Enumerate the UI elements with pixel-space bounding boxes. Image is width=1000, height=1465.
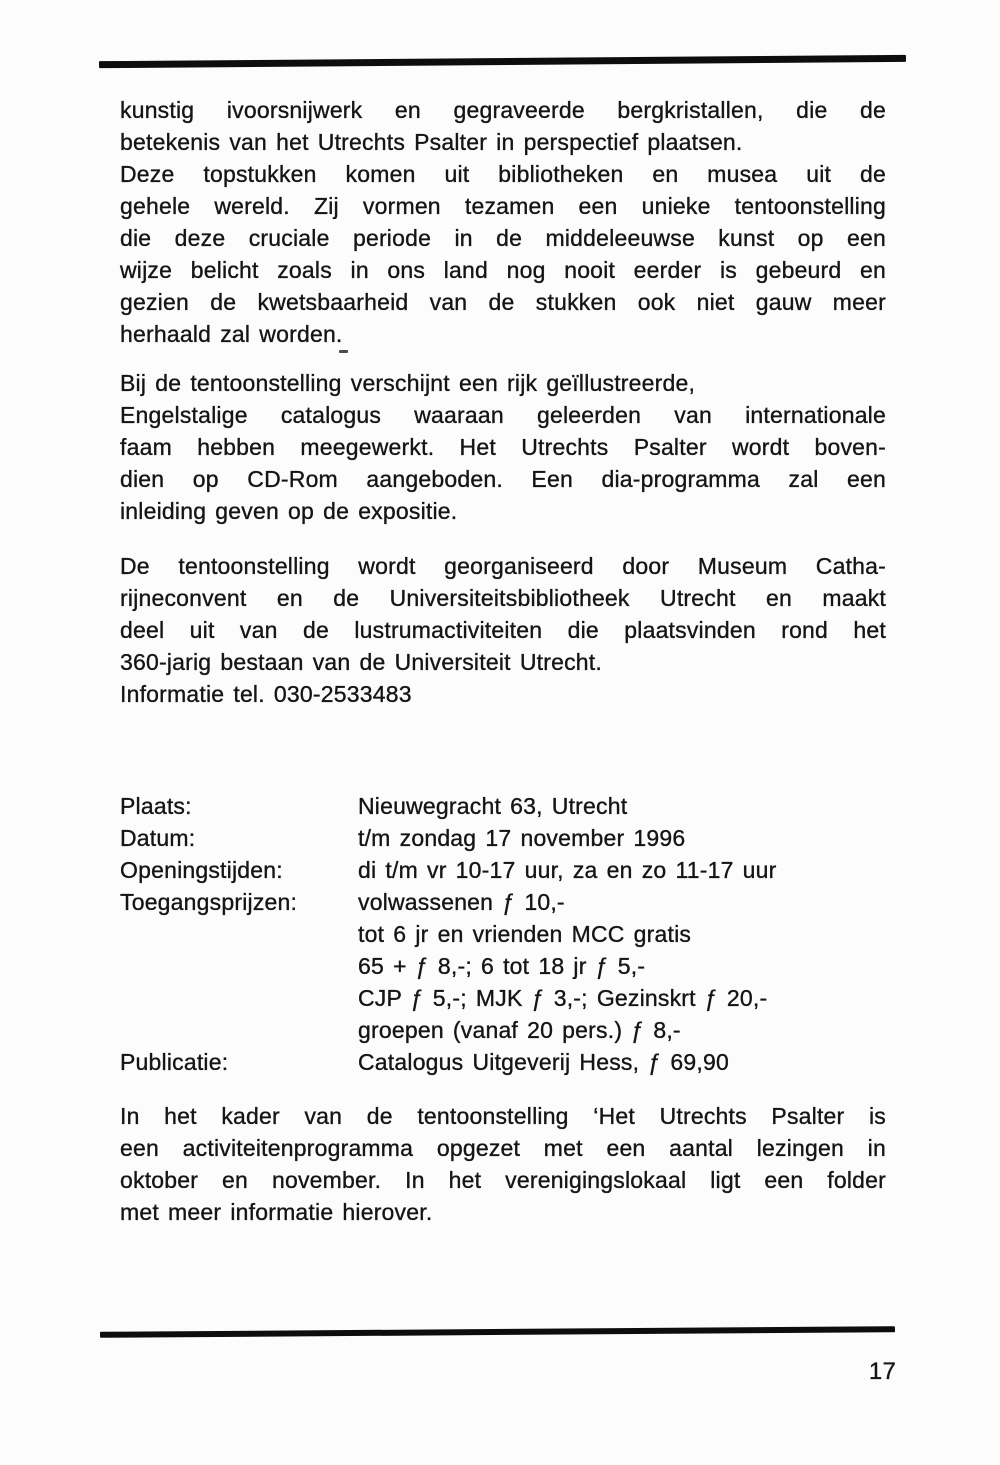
paragraph-2 xyxy=(120,367,886,527)
text-line: Informatie tel. 030-2533483 xyxy=(120,681,412,707)
detail-row xyxy=(120,790,886,822)
detail-label: Toegangsprijzen: xyxy=(120,889,298,915)
detail-label xyxy=(120,918,358,950)
scan-speck xyxy=(339,350,348,353)
text-line: herhaald zal worden. xyxy=(120,321,343,347)
text-line: wijze belicht zoals in ons land nog nooit eerder is gebeurd en xyxy=(120,257,886,283)
detail-row xyxy=(120,854,886,886)
text-line: Deze topstukken komen uit bibliotheken en musea uit de xyxy=(120,161,886,187)
text-line: die deze cruciale periode in de middeleeuwse kunst op een xyxy=(120,225,886,251)
text-line: met meer informatie hierover. xyxy=(120,1199,433,1225)
detail-row xyxy=(120,1014,886,1046)
text-line: kunstig ivoorsnijwerk en gegraveerde bergkristallen, die de xyxy=(120,97,886,123)
detail-label: Datum: xyxy=(120,825,196,851)
text-line: oktober en november. In het verenigingslokaal ligt een folder xyxy=(120,1167,886,1193)
detail-value: groepen (vanaf 20 pers.) ƒ 8,- xyxy=(358,1017,681,1043)
detail-row xyxy=(120,950,886,982)
detail-label xyxy=(120,1014,358,1046)
paragraph-3 xyxy=(120,550,886,710)
detail-value: volwassenen ƒ 10,- xyxy=(358,889,565,915)
text-line: betekenis van het Utrechts Psalter in perspectief plaatsen. xyxy=(120,129,743,155)
detail-row xyxy=(120,982,886,1014)
detail-label xyxy=(120,950,358,982)
text-line: gehele wereld. Zij vormen tezamen een unieke tentoonstelling xyxy=(120,193,886,219)
text-line: faam hebben meegewerkt. Het Utrechts Psalter wordt boven- xyxy=(120,434,886,460)
details-list xyxy=(120,790,886,1078)
text-line: De tentoonstelling wordt georganiseerd door Museum Catha- xyxy=(120,553,886,579)
detail-label: Publicatie: xyxy=(120,1049,229,1075)
detail-value: 65 + ƒ 8,-; 6 tot 18 jr ƒ 5,- xyxy=(358,953,646,979)
page-number: 17 xyxy=(868,1358,896,1385)
detail-row xyxy=(120,1046,886,1078)
text-line: deel uit van de lustrumactiviteiten die plaatsvinden rond het xyxy=(120,617,886,643)
detail-value: Catalogus Uitgeverij Hess, ƒ 69,90 xyxy=(358,1049,729,1075)
text-line: rijneconvent en de Universiteitsbibliotheek Utrecht en maakt xyxy=(120,585,886,611)
text-line: Engelstalige catalogus waaraan geleerden van internationale xyxy=(120,402,886,428)
text-line: 360-jarig bestaan van de Universiteit Utrecht. xyxy=(120,649,602,675)
text-line: inleiding geven op de expositie. xyxy=(120,498,458,524)
detail-value: CJP ƒ 5,-; MJK ƒ 3,-; Gezinskrt ƒ 20,- xyxy=(358,985,768,1011)
bottom-rule xyxy=(100,1326,895,1338)
top-rule xyxy=(99,55,906,68)
detail-row xyxy=(120,886,886,918)
detail-label xyxy=(120,982,358,1014)
detail-value: Nieuwegracht 63, Utrecht xyxy=(358,793,628,819)
text-line: In het kader van de tentoonstelling ‘Het Utrechts Psalter is xyxy=(120,1103,886,1129)
detail-row xyxy=(120,918,886,950)
detail-value: tot 6 jr en vrienden MCC gratis xyxy=(358,921,692,947)
paragraph-4 xyxy=(120,1100,886,1228)
detail-value: t/m zondag 17 november 1996 xyxy=(358,825,686,851)
detail-label: Plaats: xyxy=(120,793,192,819)
text-line: Bij de tentoonstelling verschijnt een rijk geïllustreerde, xyxy=(120,370,696,396)
text-line: dien op CD-Rom aangeboden. Een dia-programma zal een xyxy=(120,466,886,492)
detail-row xyxy=(120,822,886,854)
paragraph-1 xyxy=(120,94,886,350)
detail-value: di t/m vr 10-17 uur, za en zo 11-17 uur xyxy=(358,857,777,883)
text-line: een activiteitenprogramma opgezet met een aantal lezingen in xyxy=(120,1135,886,1161)
text-line: gezien de kwetsbaarheid van de stukken ook niet gauw meer xyxy=(120,289,886,315)
detail-label: Openingstijden: xyxy=(120,857,283,883)
